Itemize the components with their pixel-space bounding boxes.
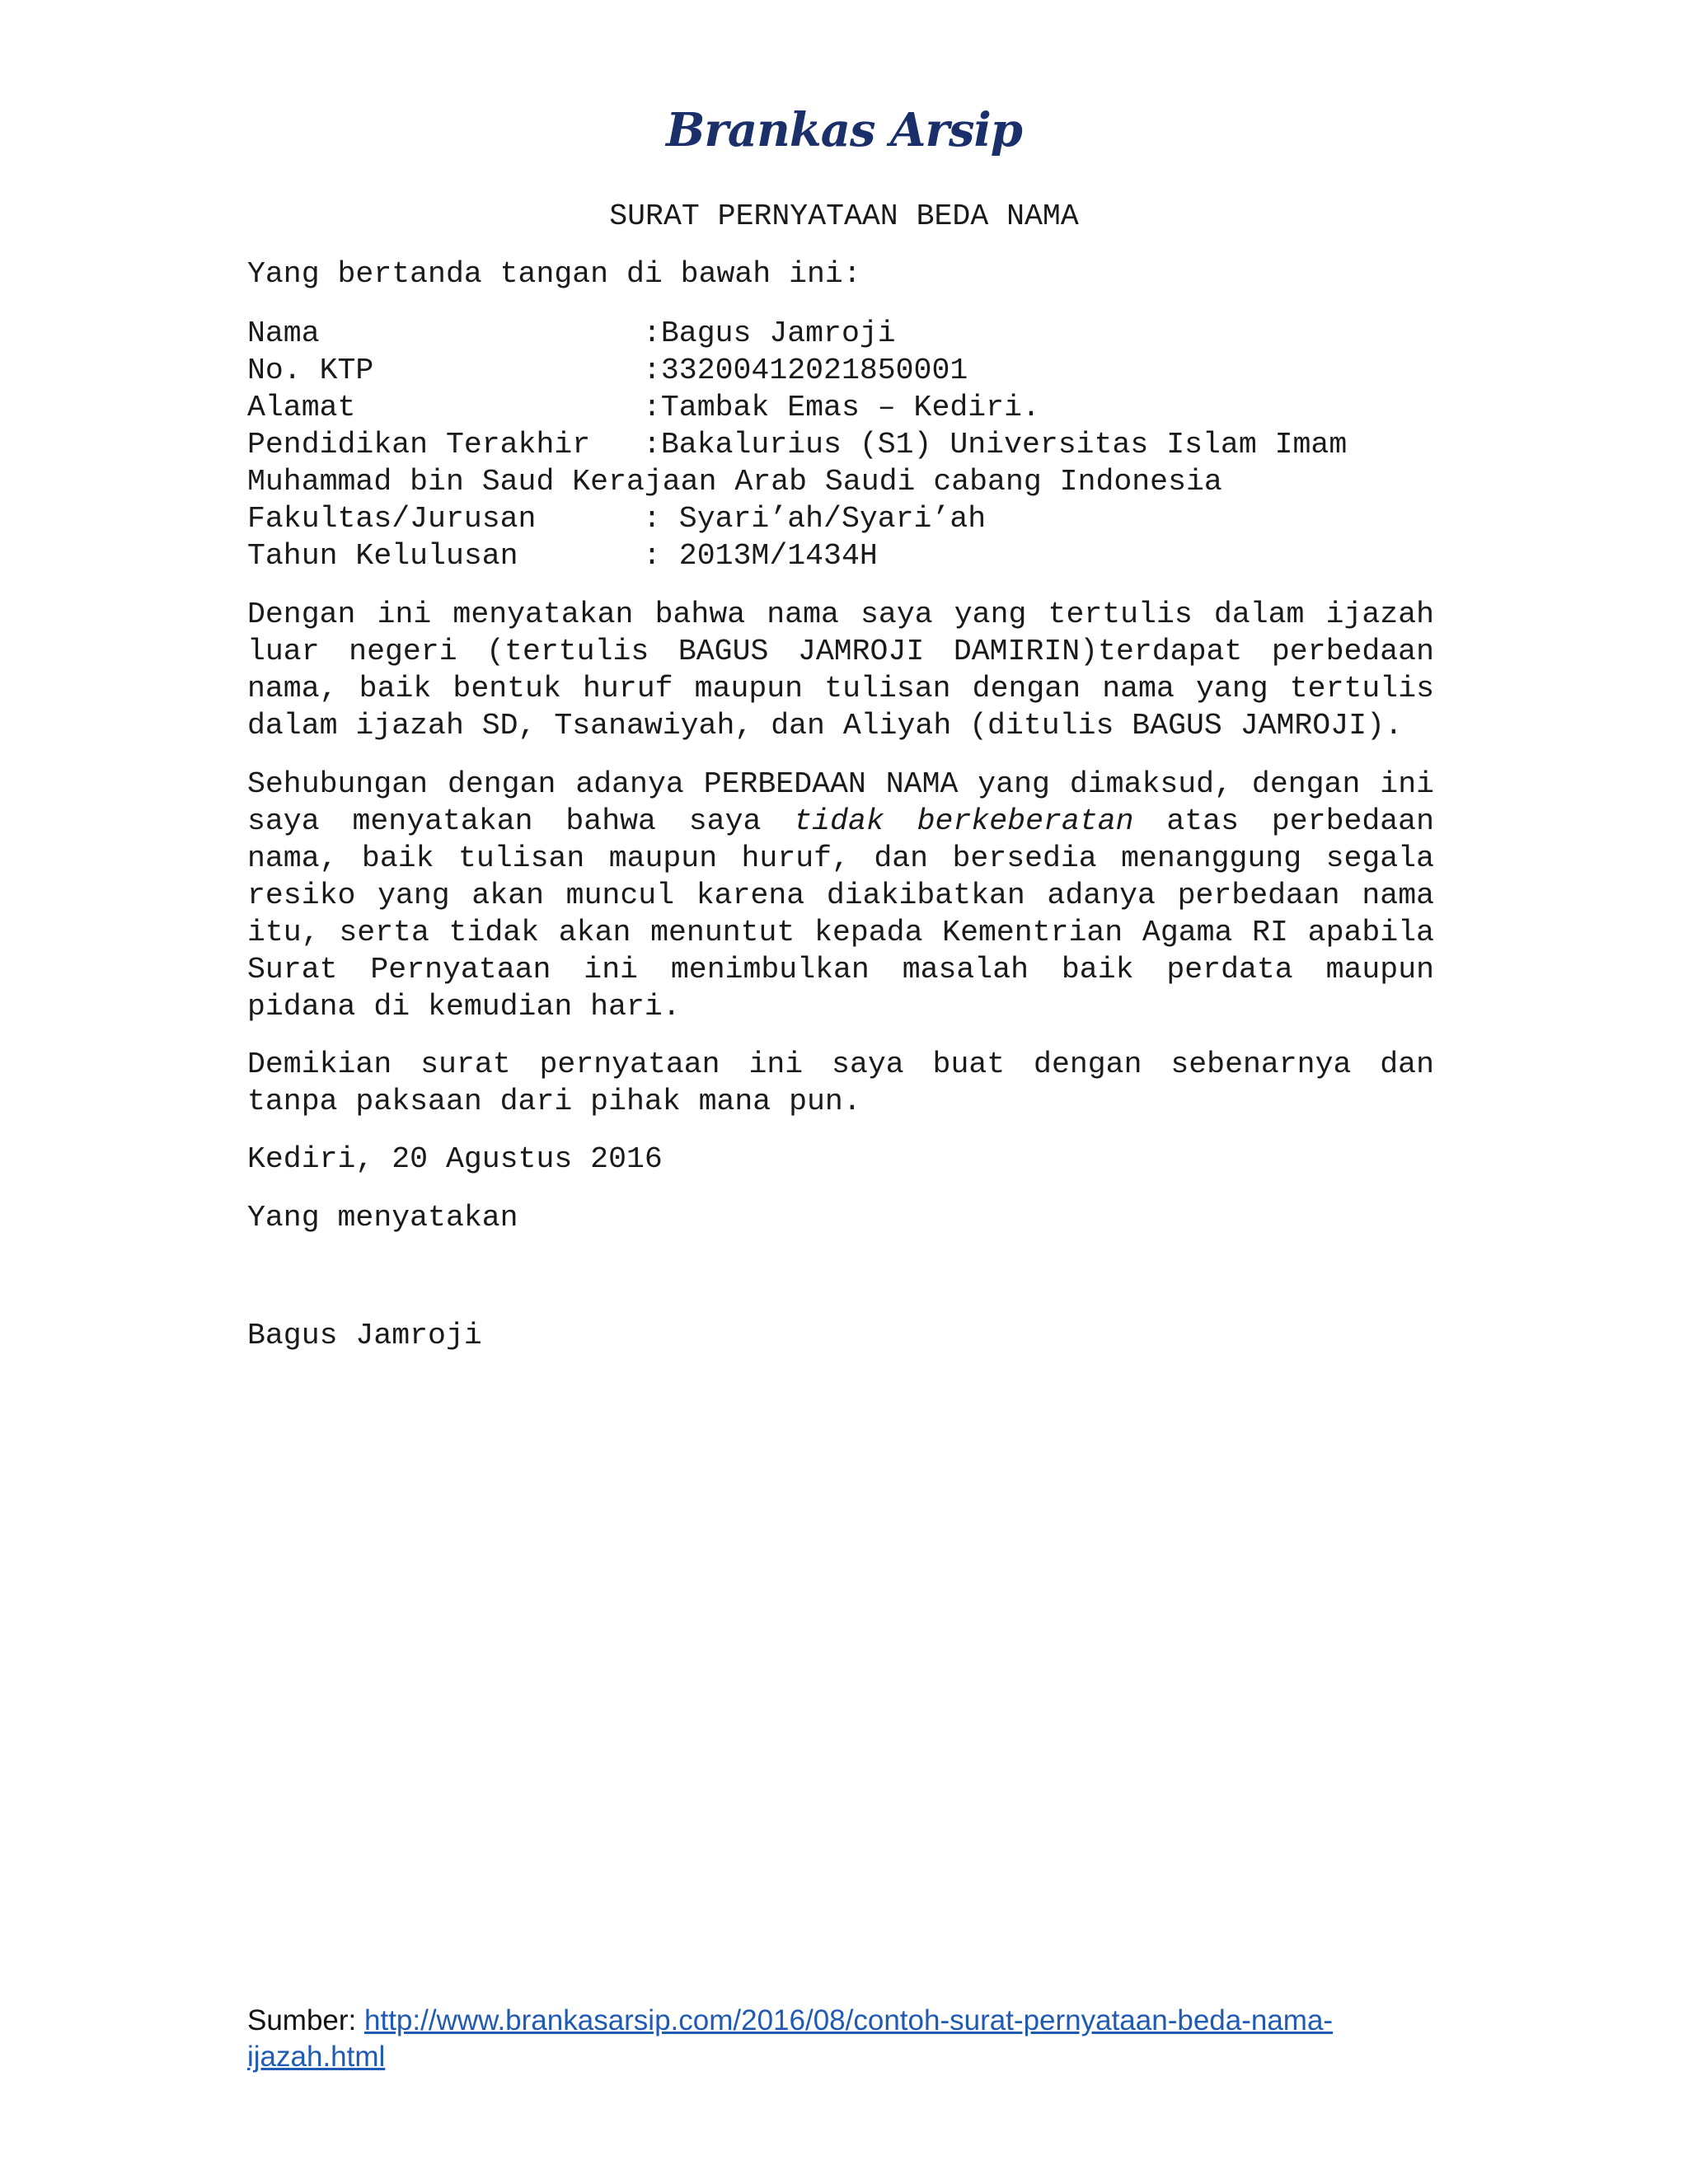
source-link-line-2: ijazah.html — [247, 2041, 386, 2073]
field-value: : Syari’ah/Syari’ah — [643, 502, 987, 536]
brand-header: Brankas Arsip — [666, 103, 1022, 157]
field-row-fakultas — [247, 500, 1434, 537]
signer-name: Bagus Jamroji — [247, 1319, 482, 1352]
paragraph-text-before: Sehubungan dengan adanya PERBEDAAN NAMA yang dimaksud, dengan ini saya menyatakan bahwa saya — [247, 767, 1434, 838]
statement-paragraph-2 — [247, 766, 1434, 1025]
field-label: Pendidikan Terakhir — [247, 428, 591, 462]
field-value: :Tambak Emas – Kediri. — [643, 391, 1040, 424]
opening-line: Yang bertanda tangan di bawah ini: — [247, 257, 861, 291]
place-date: Kediri, 20 Agustus 2016 — [247, 1142, 663, 1176]
field-row-pendidikan — [247, 426, 1434, 463]
paragraph-text — [247, 766, 1434, 1025]
paragraph-text-italic: tidak berkeberatan — [794, 804, 1134, 838]
field-value: :33200412021850001 — [643, 354, 968, 387]
paragraph-text: Demikian surat pernyataan ini saya buat dengan sebenarnya dan tanpa paksaan dari pihak mana pun. — [247, 1047, 1434, 1118]
closing-line: Yang menyatakan — [247, 1201, 518, 1235]
source-footer — [247, 2003, 1434, 2075]
statement-paragraph-1 — [247, 596, 1434, 744]
source-link[interactable] — [247, 2004, 1333, 2073]
field-value: :Bakalurius (S1) Universitas Islam Imam — [643, 428, 1348, 462]
paragraph-text-after: atas perbedaan nama, baik tulisan maupun huruf, dan bersedia menanggung segala resiko yang akan muncul karena diakibatkan adanya perbedaan nama itu, serta tidak akan menuntut kepada Kementrian Agama RI apabila Surat Pernyataan ini menimbulkan masalah baik perdata maupun pidana di kemudian hari. — [247, 804, 1434, 1024]
field-label: Tahun Kelulusan — [247, 539, 518, 573]
source-label: Sumber: — [247, 2004, 364, 2036]
field-value: :Bagus Jamroji — [643, 316, 896, 350]
field-label: No. KTP — [247, 354, 374, 387]
field-row-tahun — [247, 537, 1434, 574]
source-link-line-1: http://www.brankasarsip.com/2016/08/contoh-surat-pernyataan-beda-nama- — [364, 2004, 1334, 2036]
statement-paragraph-3 — [247, 1046, 1434, 1120]
field-row-ktp — [247, 352, 1434, 389]
document-title: SURAT PERNYATAAN BEDA NAMA — [609, 199, 1079, 233]
field-value: : 2013M/1434H — [643, 539, 878, 573]
field-row-nama — [247, 315, 1434, 352]
field-label: Nama — [247, 316, 320, 350]
paragraph-text: Dengan ini menyatakan bahwa nama saya yang tertulis dalam ijazah luar negeri (tertulis BAGUS JAMROJI DAMIRIN)terdapat perbedaan nama, baik bentuk huruf maupun tulisan dengan nama yang tertulis dalam ijazah SD, Tsanawiyah, dan Aliyah (ditulis BAGUS JAMROJI). — [247, 598, 1434, 743]
field-value-continuation: Muhammad bin Saud Kerajaan Arab Saudi cabang Indonesia — [247, 465, 1222, 499]
field-label: Alamat — [247, 391, 356, 424]
field-row-alamat — [247, 389, 1434, 426]
identity-fields — [247, 315, 1434, 574]
field-label: Fakultas/Jurusan — [247, 502, 537, 536]
